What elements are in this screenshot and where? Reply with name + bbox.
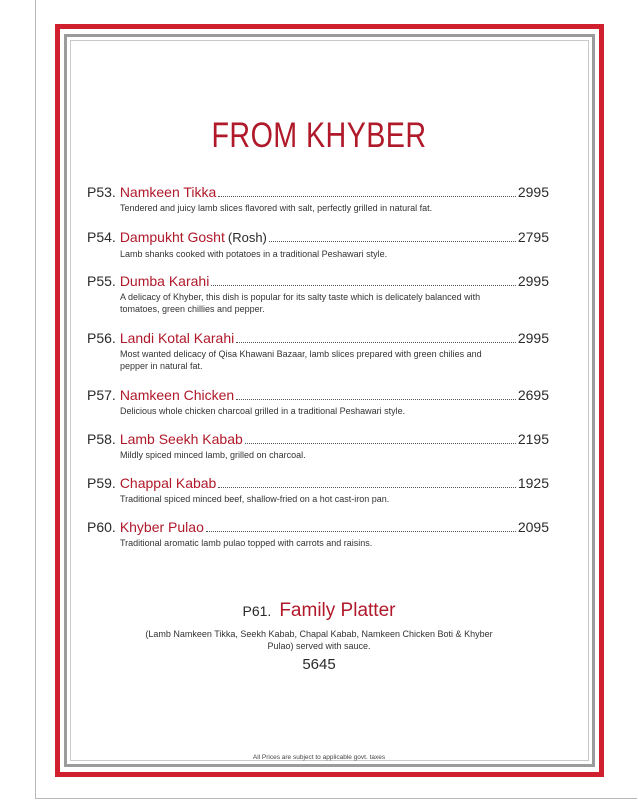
item-code: P55.: [87, 273, 116, 289]
item-name: Namkeen Tikka: [119, 184, 217, 200]
item-description: Most wanted delicacy of Qisa Khawani Bazaar, lamb slices prepared with green chilies and pepper in natural fat.: [120, 349, 482, 371]
tax-footer-note: All Prices are subject to applicable govt. taxes: [252, 754, 386, 761]
item-price: 2095: [517, 519, 549, 535]
item-line: [87, 519, 549, 535]
item-price: 2995: [517, 330, 549, 346]
menu-section-title: FROM KHYBER: [211, 116, 427, 155]
item-code: P54.: [87, 229, 116, 245]
menu-item: [87, 475, 549, 505]
dotted-leader: [269, 241, 516, 242]
dotted-leader: [236, 342, 516, 343]
menu-item: [87, 229, 549, 260]
item-description: A delicacy of Khyber, this dish is popular for its salty taste which is delicately balanced with tomatoes, green chillies and pepper.: [120, 292, 481, 314]
item-line: [87, 184, 549, 200]
menu-item: [87, 519, 549, 549]
menu-item: [87, 431, 549, 461]
dotted-leader: [206, 531, 516, 532]
menu-item: [87, 387, 549, 417]
platter-price: 5645: [302, 656, 336, 673]
item-code: P60.: [87, 519, 116, 535]
item-line: [87, 330, 549, 346]
platter-name: Family Platter: [279, 600, 396, 621]
item-price: 2795: [517, 229, 549, 245]
item-name-suffix: (Rosh): [227, 230, 267, 245]
item-description: Lamb shanks cooked with potatoes in a traditional Peshawari style.: [120, 249, 388, 259]
item-name: Lamb Seekh Kabab: [119, 431, 243, 447]
item-name: Dampukht Gosht: [119, 229, 225, 245]
item-line: [87, 475, 549, 491]
dotted-leader: [211, 285, 516, 286]
item-line: [87, 229, 549, 246]
item-code: P59.: [87, 475, 116, 491]
item-line: [87, 387, 549, 403]
item-price: 2995: [517, 184, 549, 200]
item-description: Tendered and juicy lamb slices flavored with salt, perfectly grilled in natural fat.: [120, 203, 433, 213]
item-description: Delicious whole chicken charcoal grilled in a traditional Peshawari style.: [120, 406, 406, 416]
item-name: Khyber Pulao: [119, 519, 204, 535]
family-platter: [0, 600, 638, 673]
item-code: P56.: [87, 330, 116, 346]
item-description: Mildly spiced minced lamb, grilled on charcoal.: [120, 450, 306, 460]
item-line: [87, 431, 549, 447]
item-code: P57.: [87, 387, 116, 403]
item-name: Landi Kotal Karahi: [119, 330, 235, 346]
dotted-leader: [218, 487, 516, 488]
menu-item: [87, 184, 549, 214]
menu-item: [87, 273, 549, 315]
dotted-leader: [245, 443, 516, 444]
menu-item: [87, 330, 549, 372]
dotted-leader: [236, 399, 516, 400]
item-name: Chappal Kabab: [119, 475, 217, 491]
item-code: P53.: [87, 184, 116, 200]
platter-heading: [0, 600, 638, 622]
item-price: 2995: [517, 273, 549, 289]
item-description: Traditional aromatic lamb pulao topped with carrots and raisins.: [120, 538, 373, 548]
platter-description: (Lamb Namkeen Tikka, Seekh Kabab, Chapal Kabab, Namkeen Chicken Boti & Khyber Pulao) served with sauce.: [145, 629, 493, 651]
platter-code: P61.: [242, 603, 272, 619]
dotted-leader: [218, 196, 516, 197]
item-code: P58.: [87, 431, 116, 447]
item-price: 2695: [517, 387, 549, 403]
item-line: [87, 273, 549, 289]
item-price: 1925: [517, 475, 549, 491]
item-name: Namkeen Chicken: [119, 387, 235, 403]
item-name: Dumba Karahi: [119, 273, 210, 289]
item-description: Traditional spiced minced beef, shallow-fried on a hot cast-iron pan.: [120, 494, 390, 504]
item-price: 2195: [517, 431, 549, 447]
